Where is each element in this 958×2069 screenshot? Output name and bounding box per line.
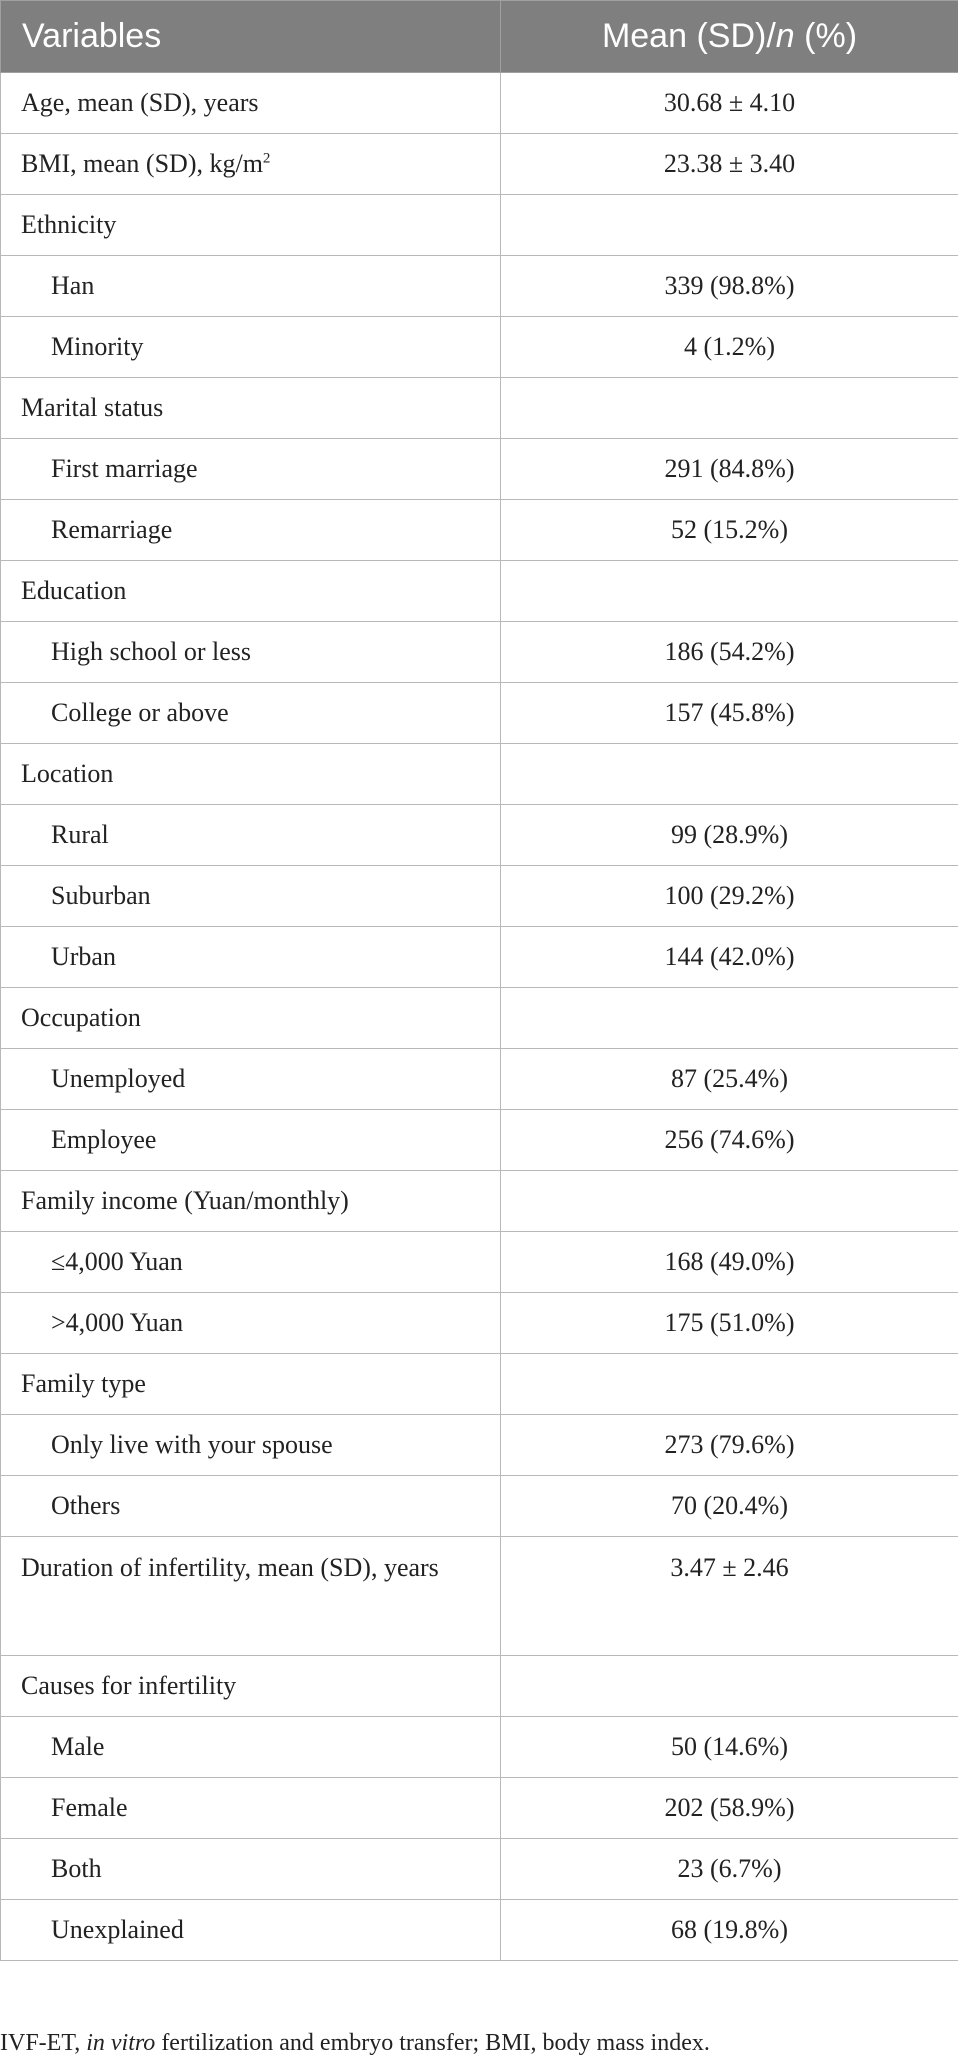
row-label xyxy=(1,378,501,439)
row-label xyxy=(1,1354,501,1415)
row-value: 68 (19.8%) xyxy=(501,1900,958,1961)
row-label xyxy=(1,561,501,622)
row-label-text: Marital status xyxy=(21,393,164,422)
row-sublabel xyxy=(1,1415,501,1476)
row-sublabel xyxy=(1,439,501,500)
row-value xyxy=(501,988,958,1049)
row-value: 157 (45.8%) xyxy=(501,683,958,744)
row-sublabel xyxy=(1,1839,501,1900)
row-value xyxy=(501,195,958,256)
table-row xyxy=(1,1476,958,1537)
row-label-text: Ethnicity xyxy=(21,210,117,239)
row-value: 30.68 ± 4.10 xyxy=(501,73,958,134)
table-footnote xyxy=(0,2030,710,2057)
row-label-text: ≤4,000 Yuan xyxy=(51,1247,183,1276)
row-label xyxy=(1,1171,501,1232)
row-sublabel xyxy=(1,1049,501,1110)
row-value: 52 (15.2%) xyxy=(501,500,958,561)
footnote-italic: in vitro xyxy=(86,2030,156,2056)
row-label-text: BMI, mean (SD), kg/m xyxy=(21,149,263,178)
row-sublabel xyxy=(1,500,501,561)
header-value-prefix: Mean (SD)/ xyxy=(601,17,776,55)
table-row xyxy=(1,1537,958,1656)
row-value: 339 (98.8%) xyxy=(501,256,958,317)
row-sublabel xyxy=(1,1232,501,1293)
table-row xyxy=(1,561,958,622)
table-row xyxy=(1,805,958,866)
table-row xyxy=(1,1232,958,1293)
row-label xyxy=(1,1537,501,1656)
table-row xyxy=(1,866,958,927)
row-label-text: Education xyxy=(21,576,127,605)
row-value xyxy=(501,1656,958,1717)
row-label-text: First marriage xyxy=(51,454,198,483)
row-value: 70 (20.4%) xyxy=(501,1476,958,1537)
row-sublabel xyxy=(1,1476,501,1537)
table-row xyxy=(1,73,958,134)
table-row xyxy=(1,927,958,988)
row-sublabel xyxy=(1,622,501,683)
row-value: 144 (42.0%) xyxy=(501,927,958,988)
row-sublabel xyxy=(1,1293,501,1354)
row-label-superscript: 2 xyxy=(262,150,271,167)
table-row xyxy=(1,1656,958,1717)
row-value: 23 (6.7%) xyxy=(501,1839,958,1900)
row-label-text: Urban xyxy=(51,942,116,971)
row-label-text: Minority xyxy=(51,332,144,361)
footnote-before: IVF-ET, xyxy=(0,2030,87,2056)
row-label-text: Occupation xyxy=(21,1003,141,1032)
footnote-after: fertilization and embryo transfer; BMI, body mass index. xyxy=(155,2030,710,2056)
row-label-text: Family type xyxy=(21,1369,146,1398)
row-label-text: Only live with your spouse xyxy=(51,1430,333,1459)
row-label-text: Others xyxy=(51,1491,121,1520)
row-value: 87 (25.4%) xyxy=(501,1049,958,1110)
row-value: 50 (14.6%) xyxy=(501,1717,958,1778)
table-row xyxy=(1,1049,958,1110)
table-row xyxy=(1,1778,958,1839)
table-row xyxy=(1,1171,958,1232)
table-row xyxy=(1,622,958,683)
row-label xyxy=(1,73,501,134)
row-value: 4 (1.2%) xyxy=(501,317,958,378)
row-label-text: Unexplained xyxy=(51,1915,184,1944)
row-label xyxy=(1,744,501,805)
table-row xyxy=(1,683,958,744)
header-value-suffix: (%) xyxy=(794,17,858,55)
table-row xyxy=(1,988,958,1049)
row-label xyxy=(1,195,501,256)
row-sublabel xyxy=(1,805,501,866)
row-sublabel xyxy=(1,866,501,927)
table-row xyxy=(1,1415,958,1476)
table-row xyxy=(1,1900,958,1961)
header-value-italic: n xyxy=(775,17,795,55)
table-row xyxy=(1,439,958,500)
table-row xyxy=(1,1354,958,1415)
row-value: 175 (51.0%) xyxy=(501,1293,958,1354)
table-row xyxy=(1,1839,958,1900)
row-label xyxy=(1,1656,501,1717)
row-label xyxy=(1,988,501,1049)
row-value: 168 (49.0%) xyxy=(501,1232,958,1293)
table-row xyxy=(1,378,958,439)
row-label-text: High school or less xyxy=(51,637,252,666)
row-sublabel xyxy=(1,256,501,317)
table-row xyxy=(1,317,958,378)
table-row xyxy=(1,1110,958,1171)
row-sublabel xyxy=(1,1110,501,1171)
row-label-text: College or above xyxy=(51,698,229,727)
row-value: 202 (58.9%) xyxy=(501,1778,958,1839)
row-sublabel xyxy=(1,683,501,744)
row-label-text: Employee xyxy=(51,1125,157,1154)
row-label-text: Rural xyxy=(51,820,109,849)
row-label-text: Han xyxy=(51,271,95,300)
header-variables: Variables xyxy=(1,1,501,73)
table-header-row xyxy=(1,1,958,73)
row-value: 256 (74.6%) xyxy=(501,1110,958,1171)
row-value: 273 (79.6%) xyxy=(501,1415,958,1476)
row-value: 291 (84.8%) xyxy=(501,439,958,500)
row-sublabel xyxy=(1,1900,501,1961)
row-label-text: Age, mean (SD), years xyxy=(21,88,259,117)
row-label-text: Male xyxy=(51,1732,105,1761)
row-value xyxy=(501,561,958,622)
table-body xyxy=(1,73,958,1961)
row-label-text: Family income (Yuan/monthly) xyxy=(21,1186,349,1215)
row-sublabel xyxy=(1,317,501,378)
row-value xyxy=(501,744,958,805)
header-mean-sd-n xyxy=(501,1,958,73)
row-label-text: Causes for infertility xyxy=(21,1671,237,1700)
row-label-text: Suburban xyxy=(51,881,151,910)
row-value xyxy=(501,378,958,439)
row-label-text: Both xyxy=(51,1854,102,1883)
row-value: 3.47 ± 2.46 xyxy=(501,1537,958,1656)
row-value: 23.38 ± 3.40 xyxy=(501,134,958,195)
table-row xyxy=(1,500,958,561)
row-label-text: Duration of infertility, mean (SD), years xyxy=(21,1553,439,1582)
row-sublabel xyxy=(1,1778,501,1839)
row-label-text: >4,000 Yuan xyxy=(51,1308,184,1337)
row-value: 186 (54.2%) xyxy=(501,622,958,683)
row-label-text: Female xyxy=(51,1793,128,1822)
table-row xyxy=(1,744,958,805)
table-row xyxy=(1,1717,958,1778)
table-row xyxy=(1,1293,958,1354)
row-value: 100 (29.2%) xyxy=(501,866,958,927)
row-sublabel xyxy=(1,927,501,988)
row-value xyxy=(501,1354,958,1415)
table-row xyxy=(1,195,958,256)
table-row xyxy=(1,256,958,317)
table-row xyxy=(1,134,958,195)
row-sublabel xyxy=(1,1717,501,1778)
row-value: 99 (28.9%) xyxy=(501,805,958,866)
row-label xyxy=(1,134,501,195)
row-label-text: Location xyxy=(21,759,114,788)
row-label-text: Unemployed xyxy=(51,1064,186,1093)
row-value xyxy=(501,1171,958,1232)
row-label-text: Remarriage xyxy=(51,515,173,544)
